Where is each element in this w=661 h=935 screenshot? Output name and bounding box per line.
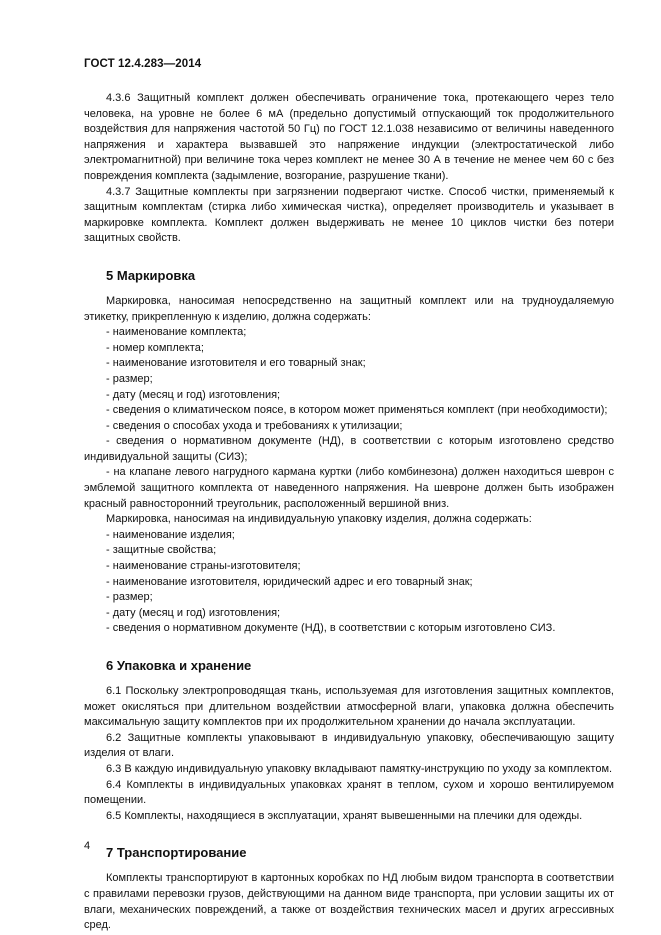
list-item: - на клапане левого нагрудного кармана куртки (либо комбинезона) должен находиться шеврон с эмблемой защитного комплекта от наведенного напряжения. На шевроне должен быть изображен красный равносторонний треугольник, расположенный вершиной вниз. [84,466,614,510]
page-content [84,91,614,934]
page-number: 4 [84,840,91,852]
list-item: - размер; [106,591,153,604]
list-item: - дату (месяц и год) изготовления; [106,606,281,619]
list-item: - наименование изделия; [106,528,235,541]
clause-6-2: 6.2 Защитные комплекты упаковывают в индивидуальную упаковку, обеспечивающую защиту изделия от влаги. [84,731,614,760]
section-7-heading: 7 Транспортирование [106,845,247,861]
list-item: - наименование изготовителя и его товарный знак; [106,357,366,370]
list-item: - сведения о нормативном документе (НД), в соответствии с которым изготовлено СИЗ. [106,622,556,635]
list-item: - наименование комплекта; [106,326,247,339]
clause-6-1: 6.1 Поскольку электропроводящая ткань, используемая для изготовления защитных комплектов, может окисляться при длительном воздействии атмосферной влаги, упаковка должна обеспечить максимальную защиту комплектов при их продолжительном хранении до начала эксплуатации. [84,685,614,729]
clause-6-5: 6.5 Комплекты, находящиеся в эксплуатации, хранят вывешенными на плечики для одежды. [106,809,583,822]
list-item: - дату (месяц и год) изготовления; [106,388,281,401]
marking-intro-package: Маркировка, наносимая на индивидуальную упаковку изделия, должна содержать: [106,513,532,526]
list-item: - защитные свойства; [106,544,217,557]
list-item: - сведения о климатическом поясе, в котором может применяться комплект (при необходимости); [106,404,608,417]
section-5-heading: 5 Маркировка [106,267,196,283]
transport-paragraph: Комплекты транспортируют в картонных коробках по НД любым видом транспорта в соответствии с правилами перевозки грузов, действующими на данном виде транспорта, при условии защиты их от влаги, механических повреждений, а также от воздействия технических масел и других агрессивных сред. [84,872,614,932]
list-item: - сведения о способах ухода и требованиях к утилизации; [106,419,403,432]
list-item: - наименование страны-изготовителя; [106,560,301,573]
document-header: ГОСТ 12.4.283—2014 [84,58,202,70]
marking-intro-product: Маркировка, наносимая непосредственно на защитный комплект или на трудноудаляемую этикетку, прикрепленную к изделию, должна содержать: [84,294,614,323]
list-item: - размер; [106,372,153,385]
clause-6-4: 6.4 Комплекты в индивидуальных упаковках хранят в теплом, сухом и хорошо вентилируемом помещении. [84,778,614,807]
list-item: - сведения о нормативном документе (НД), в соответствии с которым изготовлено средство индивидуальной защиты (СИЗ); [84,435,614,463]
list-item: - номер комплекта; [106,341,204,354]
clause-4-3-6: 4.3.6 Защитный комплект должен обеспечивать ограничение тока, протекающего через тело человека, на уровне не более 6 мА (предельно допустимый отпускающий ток продолжительного воздействия для напряжения частотой 50 Гц) по ГОСТ 12.1.038 независимо от величины наведенного напряжения и характера вызвавшей это напряжение индукции (электростатической либо электромагнитной) при величине тока через комплект не менее 30 А в течение не менее чем 60 с без повреждения комплекта (задымление, возгорание, разрушение ткани). [84,92,614,182]
clause-4-3-7: 4.3.7 Защитные комплекты при загрязнении подвергают чистке. Способ чистки, применяемый к защитным комплектам (стирка либо химическая чистка), определяет производитель и указывает в маркировке комплекта. Комплект должен выдерживать не менее 10 циклов чистки без потери защитных свойств. [84,185,614,245]
list-item: - наименование изготовителя, юридический адрес и его товарный знак; [106,575,473,588]
section-6-heading: 6 Упаковка и хранение [106,658,252,673]
clause-6-3: 6.3 В каждую индивидуальную упаковку вкладывают памятку-инструкцию по уходу за комплектом. [106,762,613,775]
